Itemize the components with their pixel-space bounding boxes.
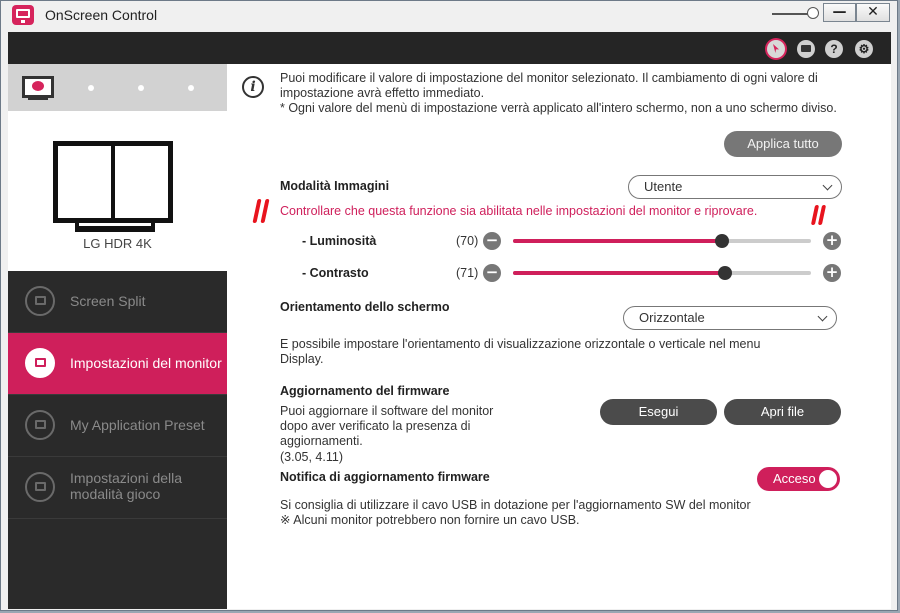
annotation-mark <box>818 205 826 225</box>
close-button[interactable]: ✕ <box>856 3 890 22</box>
brightness-slider-fill <box>513 239 722 243</box>
window-title: OnScreen Control <box>45 7 158 23</box>
monitor-page-dot[interactable] <box>188 85 194 91</box>
firmware-desc: aggiornamenti. <box>280 434 363 448</box>
chevron-down-icon <box>823 181 833 191</box>
firmware-notification-title: Notifica di aggiornamento firmware <box>280 470 490 484</box>
usb-note: Si consiglia di utilizzare il cavo USB in dotazione per l'aggiornamento SW del monitor <box>280 498 751 512</box>
selected-monitor-icon[interactable] <box>22 76 54 98</box>
orientation-value: Orizzontale <box>639 310 705 325</box>
contrast-increase-button[interactable]: + <box>823 264 841 282</box>
orientation-desc: Display. <box>280 352 324 366</box>
contrast-slider-fill <box>513 271 725 275</box>
sidebar <box>8 64 227 609</box>
brightness-label: - Luminosità <box>302 234 377 248</box>
firmware-desc: Puoi aggiornare il software del monitor <box>280 404 494 418</box>
picture-mode-title: Modalità Immagini <box>280 179 390 193</box>
contrast-slider[interactable] <box>513 271 811 275</box>
minimize-button[interactable]: — <box>823 3 856 22</box>
info-text-line: Puoi modificare il valore di impostazione del monitor selezionato. Il cambiamento di ogni valore di <box>280 71 818 85</box>
usb-note: ※ Alcuni monitor potrebbero non fornire un cavo USB. <box>280 513 580 527</box>
firmware-version: (3.05, 4.11) <box>280 450 344 464</box>
info-text-line: impostazione avrà effetto immediato. <box>280 86 485 100</box>
picture-mode-value: Utente <box>644 179 683 194</box>
picture-mode-warning: Controllare che questa funzione sia abilitata nelle impostazioni del monitor e riprovare. <box>280 204 758 218</box>
sidebar-item-game-mode[interactable] <box>8 457 227 519</box>
annotation-mark <box>260 199 269 223</box>
orientation-select[interactable] <box>623 306 837 330</box>
monitor-name: LG HDR 4K <box>83 236 152 251</box>
title-bar <box>1 1 897 31</box>
apply-all-button[interactable]: Applica tutto <box>724 131 842 157</box>
sidebar-item-label: Impostazioni del monitor <box>70 355 222 371</box>
open-file-button[interactable]: Apri file <box>724 399 841 425</box>
monitor-settings-icon <box>25 348 55 378</box>
app-preset-icon <box>25 410 55 440</box>
brightness-slider-thumb[interactable] <box>715 234 729 248</box>
contrast-decrease-button[interactable]: − <box>483 264 501 282</box>
monitor-page-dot[interactable] <box>138 85 144 91</box>
brightness-decrease-button[interactable]: − <box>483 232 501 250</box>
transparency-slider-knob-icon[interactable] <box>807 7 819 19</box>
info-icon: i <box>242 76 264 98</box>
monitor-layout-icon <box>53 141 173 223</box>
app-logo-icon <box>12 5 34 25</box>
toggle-label: Acceso <box>773 471 816 486</box>
screen-icon[interactable] <box>797 40 815 58</box>
orientation-title: Orientamento dello schermo <box>280 300 450 314</box>
picture-mode-select[interactable] <box>628 175 842 199</box>
sidebar-item-label: Screen Split <box>70 293 146 309</box>
sidebar-item-screen-split[interactable] <box>8 271 227 333</box>
brightness-increase-button[interactable]: + <box>823 232 841 250</box>
contrast-value: (71) <box>456 266 479 280</box>
top-toolbar <box>8 32 891 64</box>
screen-split-icon <box>25 286 55 316</box>
brightness-slider[interactable] <box>513 239 811 243</box>
monitor-selector-strip <box>8 64 227 111</box>
run-update-button[interactable]: Esegui <box>600 399 717 425</box>
info-text-line: * Ogni valore del menù di impostazione verrà applicato all'intero schermo, non a uno schermo diviso. <box>280 101 837 115</box>
monitor-stand-base <box>75 226 155 232</box>
sidebar-item-label: My Application Preset <box>70 417 205 433</box>
firmware-notification-toggle[interactable] <box>757 467 840 491</box>
help-icon[interactable]: ? <box>825 40 843 58</box>
orientation-desc: E possibile impostare l'orientamento di visualizzazione orizzontale o verticale nel menu <box>280 337 761 351</box>
sidebar-item-monitor-settings[interactable] <box>8 333 227 395</box>
firmware-desc: dopo aver verificato la presenza di <box>280 419 471 433</box>
gear-icon[interactable]: ⚙ <box>855 40 873 58</box>
firmware-title: Aggiornamento del firmware <box>280 384 450 398</box>
monitor-panel <box>8 64 227 271</box>
contrast-slider-thumb[interactable] <box>718 266 732 280</box>
gamepad-icon <box>25 472 55 502</box>
brightness-value: (70) <box>456 234 479 248</box>
monitor-page-dot[interactable] <box>88 85 94 91</box>
sidebar-item-app-preset[interactable] <box>8 395 227 457</box>
cursor-icon[interactable] <box>767 40 785 58</box>
toggle-knob <box>819 470 837 488</box>
transparency-slider-track[interactable] <box>772 13 812 15</box>
contrast-label: - Contrasto <box>302 266 369 280</box>
main-content <box>227 64 891 609</box>
chevron-down-icon <box>818 312 828 322</box>
sidebar-item-label: Impostazioni della modalità gioco <box>70 470 183 502</box>
